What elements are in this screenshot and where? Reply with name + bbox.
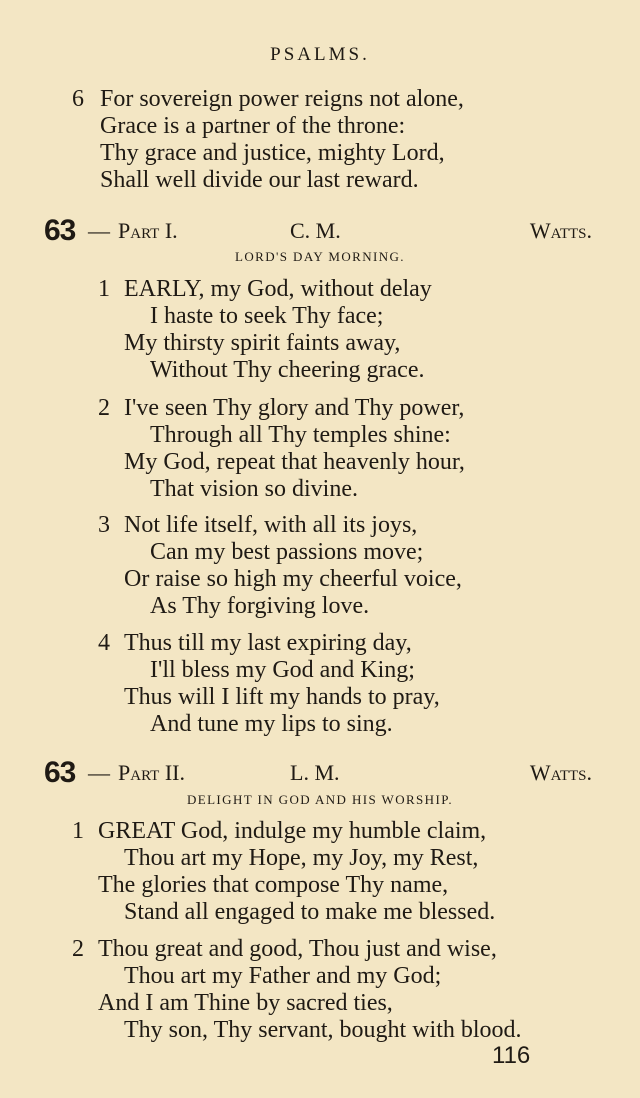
verse-line: Thus will I lift my hands to pray, [124,684,440,710]
verse-line: Thy son, Thy servant, bought with blood. [124,1017,522,1043]
stanza-number: 4 [98,630,110,656]
hymn-meter: C. M. [290,218,341,243]
running-head: PSALMS. [270,44,370,65]
verse-line: The glories that compose Thy name, [98,872,449,898]
verse-line: For sovereign power reigns not alone, [100,86,464,112]
stanza-number: 2 [72,936,84,962]
heading-dash: — [88,218,110,243]
verse-line: Not life itself, with all its joys, [124,512,418,538]
verse-line: Thou art my Hope, my Joy, my Rest, [124,845,479,871]
verse-line: Without Thy cheering grace. [150,357,425,383]
verse-line: And I am Thine by sacred ties, [98,990,393,1016]
hymn-heading [0,214,640,254]
verse-line: EARLY, my God, without delay [124,276,432,302]
hymn-meter: L. M. [290,760,340,785]
verse-line: Through all Thy temples shine: [150,422,451,448]
stanza-number: 3 [98,512,110,538]
stanza-number: 2 [98,395,110,421]
page-number: 116 [492,1042,531,1069]
verse-line: My God, repeat that heavenly hour, [124,449,465,475]
heading-dash: — [88,760,110,785]
verse-line: And tune my lips to sing. [150,711,393,737]
verse-line: I'll bless my God and King; [150,657,415,683]
hymn-part: Part II. [118,760,185,785]
hymn-heading [0,756,640,796]
verse-line: I haste to seek Thy face; [150,303,384,329]
verse-line: Thou art my Father and my God; [124,963,442,989]
verse-line: As Thy forgiving love. [150,593,370,619]
verse-line: That vision so divine. [150,476,358,502]
hymn-number: 63 [44,214,76,247]
verse-line: Shall well divide our last reward. [100,167,419,193]
stanza-number: 6 [72,86,84,112]
verse-line: Thus till my last expiring day, [124,630,412,656]
verse-line: I've seen Thy glory and Thy power, [124,395,465,421]
verse-line: Thou great and good, Thou just and wise, [98,936,497,962]
verse-line: Can my best passions move; [150,539,424,565]
hymn-subtitle: LORD'S DAY MORNING. [235,249,405,264]
stanza-number: 1 [72,818,84,844]
verse-line: My thirsty spirit faints away, [124,330,401,356]
verse-line: Or raise so high my cheerful voice, [124,566,462,592]
hymn-subtitle: DELIGHT IN GOD AND HIS WORSHIP. [186,792,454,807]
verse-line: Grace is a partner of the throne: [100,113,406,139]
hymn-author: Watts. [529,760,592,785]
hymn-part: Part I. [118,218,178,243]
verse-line: Stand all engaged to make me blessed. [124,899,496,925]
verse-line: GREAT God, indulge my humble claim, [98,818,487,844]
stanza-number: 1 [98,276,110,302]
hymn-number: 63 [44,756,76,789]
hymn-author: Watts. [529,218,592,243]
verse-line: Thy grace and justice, mighty Lord, [100,140,445,166]
